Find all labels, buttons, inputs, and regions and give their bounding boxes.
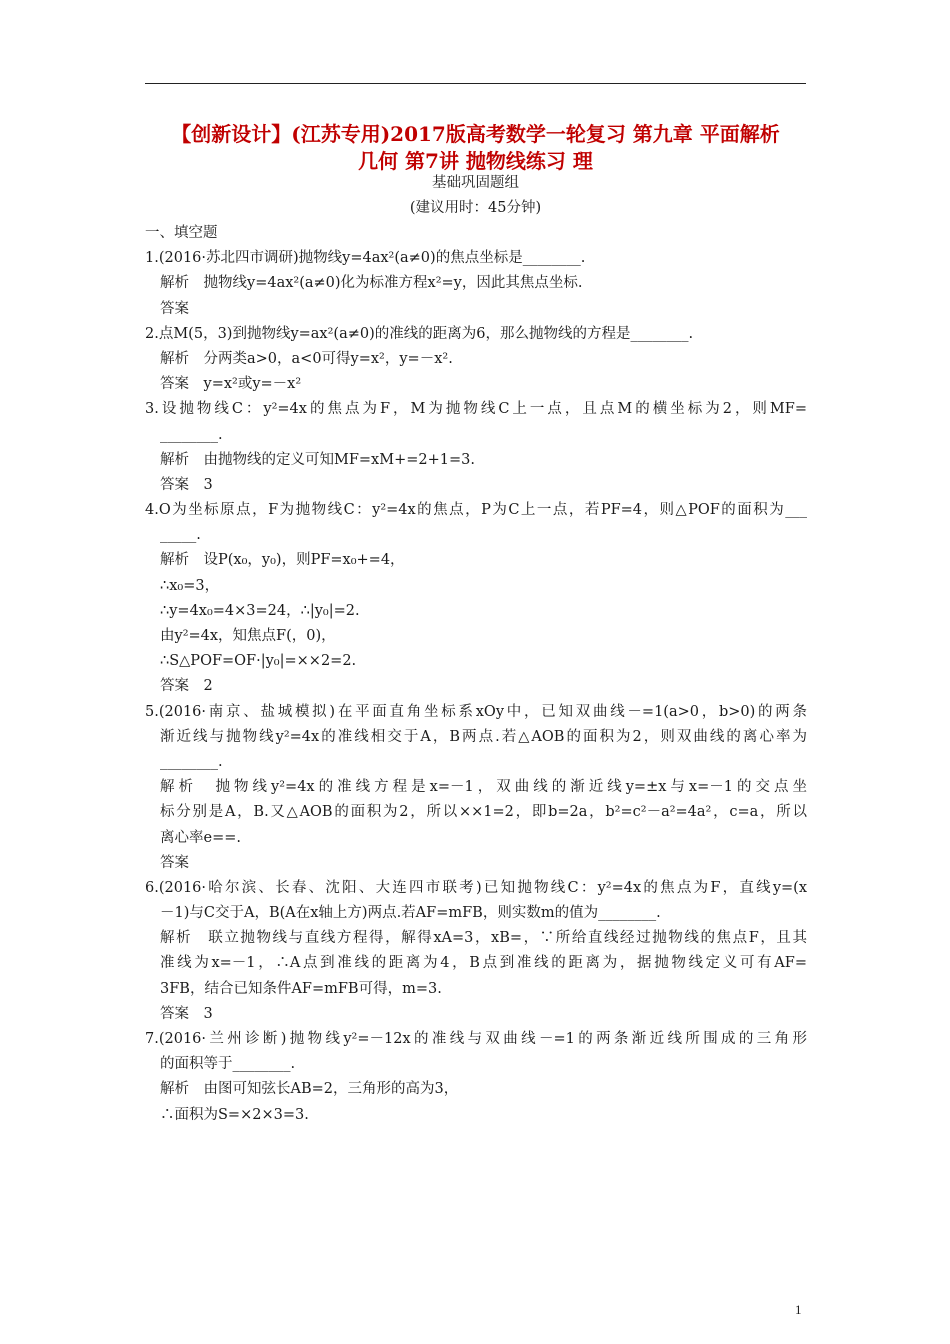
exercise-body (145, 221, 807, 1128)
analysis-6-cont: 准线为x=－1，∴A点到准线的距离为4，B点到准线的距离为，据抛物线定义可有AF= (160, 955, 807, 972)
analysis-4-step: ∴y=4x₀=4×3=24，∴|y₀|=2. (160, 602, 360, 619)
section-heading: 一、填空题 (145, 225, 218, 241)
answer-6: 答案 3 (160, 1005, 213, 1022)
answer-1: 答案 (160, 300, 189, 317)
question-4: 4.O为坐标原点，F为抛物线C：y²=4x的焦点，P为C上一点，若PF=4，则△POF的面积为___ (145, 502, 807, 519)
title-line-2: 几何 第7讲 抛物线练习 理 (358, 149, 593, 173)
section-subtitle: 基础巩固题组 (432, 175, 519, 191)
question-3-blank: ________. (160, 426, 223, 443)
analysis-5-cont: 标分别是A，B.又△AOB的面积为2，所以××1=2，即b=2a，b²=c²－a²=4a²，c=a，所以 (160, 804, 807, 821)
answer-4: 答案 2 (160, 678, 213, 695)
question-4-blank: _____. (160, 527, 201, 544)
question-6: 6.(2016·哈尔滨、长春、沈阳、大连四市联考)已知抛物线C：y²=4x的焦点为F，直线y=(x (145, 879, 807, 896)
analysis-7: 解析 由图可知弦长AB=2，三角形的高为3， (160, 1081, 459, 1098)
analysis-7-cont: ∴面积为S=×2×3=3. (160, 1106, 309, 1123)
answer-3: 答案 3 (160, 476, 213, 493)
question-5: 5.(2016·南京、盐城模拟)在平面直角坐标系xOy中，已知双曲线－=1(a>0，b>0)的两条 (145, 703, 807, 720)
question-1: 1.(2016·苏北四市调研)抛物线y=4ax²(a≠0)的焦点坐标是________. (145, 250, 586, 267)
analysis-2: 解析 分两类a>0，a<0可得y=x²，y=－x². (160, 350, 453, 367)
analysis-5-cont: 离心率e==. (160, 829, 241, 846)
question-7-cont: 的面积等于________. (160, 1056, 296, 1073)
analysis-4-step: 由y²=4x，知焦点F(，0)， (160, 628, 336, 644)
analysis-5: 解析 抛物线y²=4x的准线方程是x=－1，双曲线的渐近线y=±x与x=－1的交点坐 (160, 779, 807, 796)
question-2: 2.点M(5，3)到抛物线y=ax²(a≠0)的准线的距离为6，那么抛物线的方程是________. (145, 325, 694, 342)
title-line-1: 【创新设计】(江苏专用)2017版高考数学一轮复习 第九章 平面解析 (171, 122, 780, 146)
answer-5: 答案 (160, 854, 189, 871)
header-rule (145, 83, 806, 84)
analysis-4: 解析 设P(x₀，y₀)，则PF=x₀+=4， (160, 552, 405, 569)
page-number: 1 (795, 1302, 802, 1317)
question-5-blank: ________. (160, 753, 223, 770)
analysis-6-cont: 3FB，结合已知条件AF=mFB可得，m=3. (160, 980, 442, 997)
analysis-4-step: ∴S△POF=OF·|y₀|=××2=2. (160, 653, 357, 670)
answer-2: 答案 y=x²或y=－x² (160, 376, 302, 393)
analysis-1: 解析 抛物线y=4ax²(a≠0)化为标准方程x²=y，因此其焦点坐标. (160, 275, 583, 292)
analysis-3: 解析 由抛物线的定义可知MF=xM+=2+1=3. (160, 451, 475, 468)
analysis-4-step: ∴x₀=3， (160, 577, 220, 594)
document-title (145, 121, 806, 175)
question-3: 3.设抛物线C：y²=4x的焦点为F，M为抛物线C上一点，且点M的横坐标为2，则MF= (145, 401, 807, 418)
question-7: 7.(2016·兰州诊断)抛物线y²=－12x的准线与双曲线－=1的两条渐近线所围成的三角形 (145, 1031, 807, 1047)
analysis-6: 解析 联立抛物线与直线方程得，解得xA=3，xB=，∵所给直线经过抛物线的焦点F，且其 (160, 930, 807, 947)
suggested-time: (建议用时：45分钟) (409, 200, 542, 216)
question-6-cont: －1)与C交于A，B(A在x轴上方)两点.若AF=mFB，则实数m的值为________. (160, 905, 661, 922)
question-5-cont: 渐近线与抛物线y²=4x的准线相交于A，B两点.若△AOB的面积为2，则双曲线的离心率为 (160, 728, 807, 745)
